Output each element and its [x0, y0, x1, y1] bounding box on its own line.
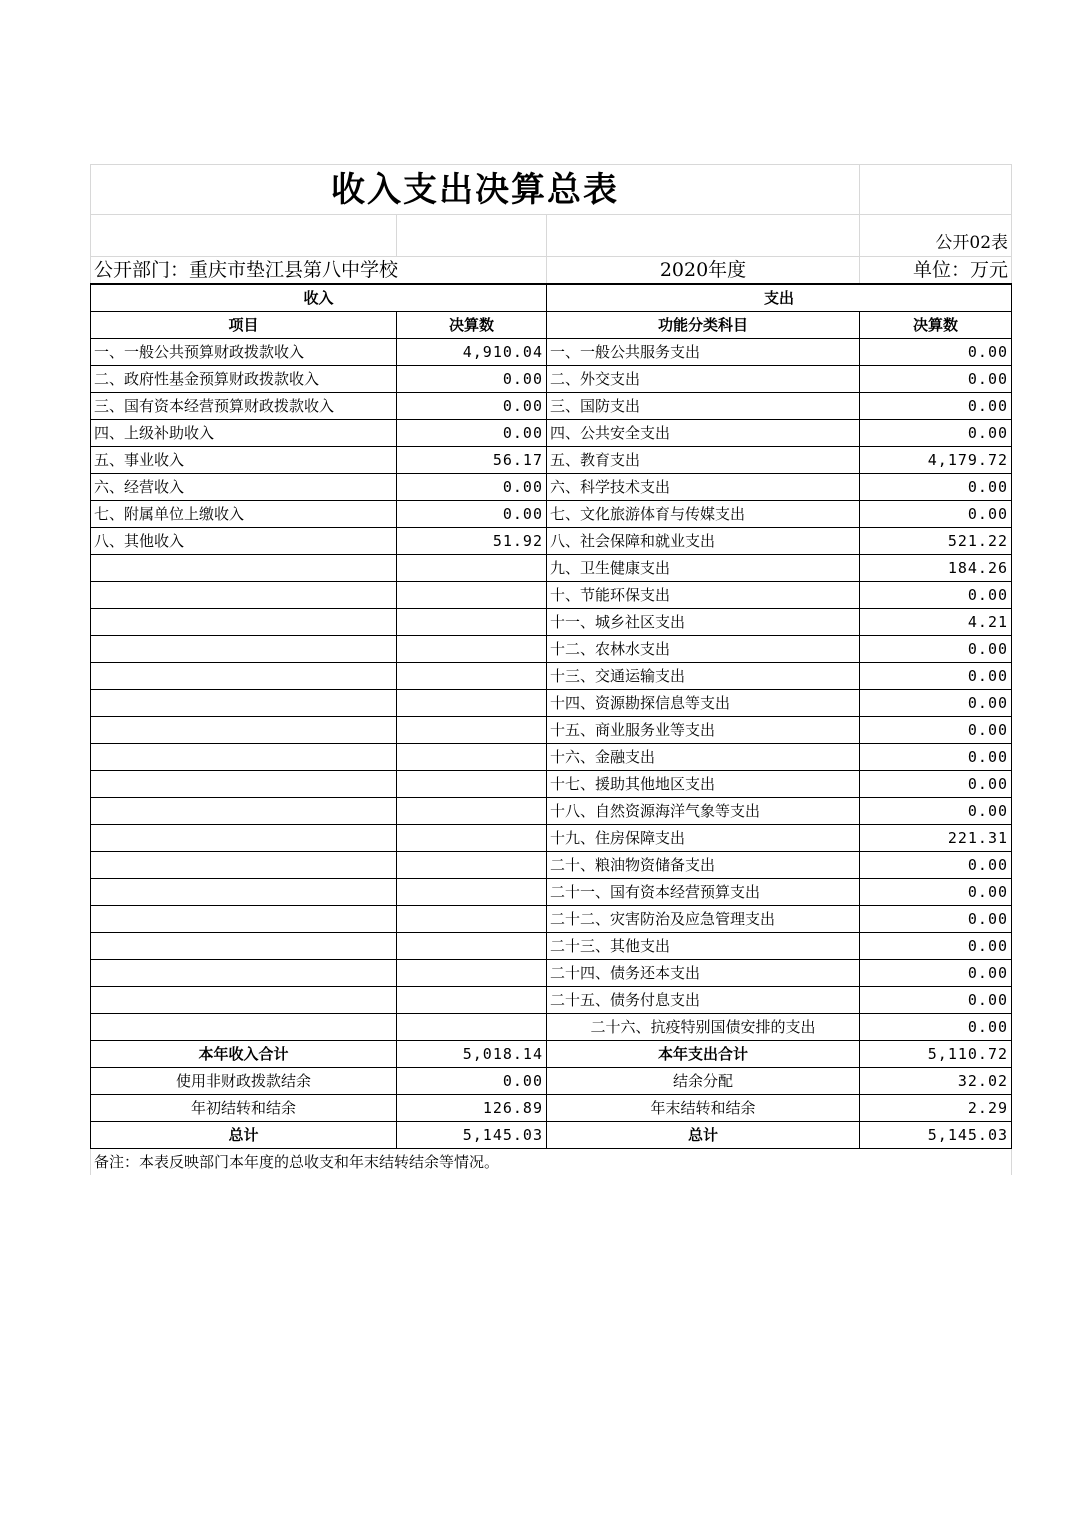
income-item — [91, 1014, 397, 1041]
income-amount — [397, 690, 547, 717]
income-total-label: 总计 — [91, 1122, 397, 1149]
table-row — [91, 1014, 1012, 1041]
expense-amount: 0.00 — [860, 852, 1012, 879]
title-row — [91, 165, 1012, 215]
expense-amount: 221.31 — [860, 825, 1012, 852]
expense-total-label: 结余分配 — [547, 1068, 860, 1095]
expense-amount: 0.00 — [860, 690, 1012, 717]
expense-item: 十三、交通运输支出 — [547, 663, 860, 690]
totals-row — [91, 1041, 1012, 1068]
expense-item: 二十二、灾害防治及应急管理支出 — [547, 906, 860, 933]
table-row — [91, 906, 1012, 933]
expense-amount: 0.00 — [860, 339, 1012, 366]
income-amount — [397, 717, 547, 744]
income-amount — [397, 1014, 547, 1041]
expense-item: 二、外交支出 — [547, 366, 860, 393]
income-amount — [397, 879, 547, 906]
table-row — [91, 474, 1012, 501]
income-amount: 56.17 — [397, 447, 547, 474]
expense-total-amount: 5,110.72 — [860, 1041, 1012, 1068]
report-table — [90, 164, 1012, 1175]
income-amount: 0.00 — [397, 474, 547, 501]
income-amount: 0.00 — [397, 501, 547, 528]
income-item — [91, 825, 397, 852]
income-amount — [397, 555, 547, 582]
expense-item: 九、卫生健康支出 — [547, 555, 860, 582]
expense-amount: 0.00 — [860, 582, 1012, 609]
income-total-amount: 5,018.14 — [397, 1041, 547, 1068]
income-item: 三、国有资本经营预算财政拨款收入 — [91, 393, 397, 420]
expense-total-label: 总计 — [547, 1122, 860, 1149]
note-row — [91, 1149, 1012, 1176]
income-item — [91, 744, 397, 771]
income-item — [91, 798, 397, 825]
table-row — [91, 582, 1012, 609]
expense-item: 十九、住房保障支出 — [547, 825, 860, 852]
table-row — [91, 420, 1012, 447]
income-item: 二、政府性基金预算财政拨款收入 — [91, 366, 397, 393]
expense-amount: 0.00 — [860, 1014, 1012, 1041]
income-total-amount: 5,145.03 — [397, 1122, 547, 1149]
expense-amount: 0.00 — [860, 393, 1012, 420]
col-amount2-header: 决算数 — [860, 312, 1012, 339]
income-total-amount: 126.89 — [397, 1095, 547, 1122]
table-row — [91, 528, 1012, 555]
income-item: 七、附属单位上缴收入 — [91, 501, 397, 528]
expense-amount: 0.00 — [860, 771, 1012, 798]
form-code-row — [91, 215, 1012, 257]
expense-amount: 0.00 — [860, 663, 1012, 690]
income-amount — [397, 906, 547, 933]
expense-amount: 4.21 — [860, 609, 1012, 636]
expense-amount: 0.00 — [860, 501, 1012, 528]
table-row — [91, 501, 1012, 528]
table-row — [91, 663, 1012, 690]
expense-item: 二十四、债务还本支出 — [547, 960, 860, 987]
income-amount — [397, 933, 547, 960]
table-row — [91, 933, 1012, 960]
expense-amount: 0.00 — [860, 879, 1012, 906]
table-row — [91, 393, 1012, 420]
income-item: 八、其他收入 — [91, 528, 397, 555]
totals-row — [91, 1068, 1012, 1095]
expense-item: 十四、资源勘探信息等支出 — [547, 690, 860, 717]
income-item — [91, 717, 397, 744]
expense-amount: 0.00 — [860, 960, 1012, 987]
income-item — [91, 555, 397, 582]
table-row — [91, 987, 1012, 1014]
income-total-label: 使用非财政拨款结余 — [91, 1068, 397, 1095]
income-item — [91, 933, 397, 960]
income-item — [91, 987, 397, 1014]
expense-item: 六、科学技术支出 — [547, 474, 860, 501]
expense-item: 十、节能环保支出 — [547, 582, 860, 609]
expense-item: 三、国防支出 — [547, 393, 860, 420]
table-row — [91, 852, 1012, 879]
expense-total-label: 本年支出合计 — [547, 1041, 860, 1068]
income-item: 一、一般公共预算财政拨款收入 — [91, 339, 397, 366]
form-code: 公开02表 — [860, 215, 1012, 257]
income-amount — [397, 663, 547, 690]
income-item — [91, 879, 397, 906]
expense-item: 二十一、国有资本经营预算支出 — [547, 879, 860, 906]
expense-amount: 0.00 — [860, 744, 1012, 771]
table-row — [91, 609, 1012, 636]
table-row — [91, 798, 1012, 825]
expense-item: 十五、商业服务业等支出 — [547, 717, 860, 744]
note-text: 备注：本表反映部门本年度的总收支和年末结转结余等情况。 — [91, 1149, 860, 1176]
income-amount — [397, 798, 547, 825]
income-amount — [397, 960, 547, 987]
income-item: 四、上级补助收入 — [91, 420, 397, 447]
section-header-row — [91, 284, 1012, 312]
expense-item: 四、公共安全支出 — [547, 420, 860, 447]
income-amount — [397, 744, 547, 771]
expense-item: 十六、金融支出 — [547, 744, 860, 771]
income-amount: 51.92 — [397, 528, 547, 555]
expense-item: 八、社会保障和就业支出 — [547, 528, 860, 555]
income-item — [91, 771, 397, 798]
income-amount — [397, 609, 547, 636]
income-amount — [397, 636, 547, 663]
report-title: 收入支出决算总表 — [91, 165, 860, 215]
report-sheet — [90, 164, 1011, 1175]
income-amount — [397, 582, 547, 609]
expense-amount: 0.00 — [860, 474, 1012, 501]
col-item-header: 项目 — [91, 312, 397, 339]
column-header-row — [91, 312, 1012, 339]
expense-section-header: 支出 — [547, 284, 1012, 312]
table-row — [91, 447, 1012, 474]
totals-row — [91, 1122, 1012, 1149]
income-item — [91, 960, 397, 987]
expense-item: 七、文化旅游体育与传媒支出 — [547, 501, 860, 528]
income-amount — [397, 852, 547, 879]
income-item — [91, 690, 397, 717]
year-label: 2020年度 — [547, 257, 860, 285]
expense-item: 十七、援助其他地区支出 — [547, 771, 860, 798]
income-item — [91, 663, 397, 690]
expense-amount: 0.00 — [860, 366, 1012, 393]
table-row — [91, 960, 1012, 987]
income-section-header: 收入 — [91, 284, 547, 312]
expense-item: 二十三、其他支出 — [547, 933, 860, 960]
expense-amount: 0.00 — [860, 636, 1012, 663]
unit-label: 单位：万元 — [860, 257, 1012, 285]
income-amount: 4,910.04 — [397, 339, 547, 366]
expense-amount: 0.00 — [860, 933, 1012, 960]
expense-item: 二十五、债务付息支出 — [547, 987, 860, 1014]
expense-amount: 0.00 — [860, 798, 1012, 825]
expense-item: 二十、粮油物资储备支出 — [547, 852, 860, 879]
expense-amount: 0.00 — [860, 906, 1012, 933]
expense-amount: 4,179.72 — [860, 447, 1012, 474]
expense-amount: 521.22 — [860, 528, 1012, 555]
totals-row — [91, 1095, 1012, 1122]
income-item — [91, 636, 397, 663]
income-amount — [397, 987, 547, 1014]
expense-amount: 184.26 — [860, 555, 1012, 582]
expense-total-label: 年末结转和结余 — [547, 1095, 860, 1122]
col-func-header: 功能分类科目 — [547, 312, 860, 339]
expense-total-amount: 2.29 — [860, 1095, 1012, 1122]
income-total-label: 本年收入合计 — [91, 1041, 397, 1068]
table-row — [91, 744, 1012, 771]
income-item: 六、经营收入 — [91, 474, 397, 501]
income-item — [91, 906, 397, 933]
income-total-label: 年初结转和结余 — [91, 1095, 397, 1122]
expense-item: 十二、农林水支出 — [547, 636, 860, 663]
table-row — [91, 825, 1012, 852]
expense-item: 十八、自然资源海洋气象等支出 — [547, 798, 860, 825]
income-item — [91, 609, 397, 636]
income-item — [91, 582, 397, 609]
department-label: 公开部门：重庆市垫江县第八中学校 — [91, 257, 547, 285]
table-row — [91, 366, 1012, 393]
income-amount: 0.00 — [397, 366, 547, 393]
table-row — [91, 771, 1012, 798]
table-row — [91, 879, 1012, 906]
table-row — [91, 555, 1012, 582]
expense-item: 十一、城乡社区支出 — [547, 609, 860, 636]
income-item — [91, 852, 397, 879]
expense-item: 一、一般公共服务支出 — [547, 339, 860, 366]
table-row — [91, 717, 1012, 744]
expense-amount: 0.00 — [860, 987, 1012, 1014]
income-amount — [397, 771, 547, 798]
meta-row — [91, 257, 1012, 285]
expense-item: 五、教育支出 — [547, 447, 860, 474]
income-amount: 0.00 — [397, 393, 547, 420]
col-amount-header: 决算数 — [397, 312, 547, 339]
expense-amount: 0.00 — [860, 717, 1012, 744]
table-row — [91, 690, 1012, 717]
income-item: 五、事业收入 — [91, 447, 397, 474]
income-total-amount: 0.00 — [397, 1068, 547, 1095]
table-row — [91, 339, 1012, 366]
table-row — [91, 636, 1012, 663]
expense-total-amount: 32.02 — [860, 1068, 1012, 1095]
income-amount — [397, 825, 547, 852]
expense-amount: 0.00 — [860, 420, 1012, 447]
expense-item: 二十六、抗疫特别国债安排的支出 — [547, 1014, 860, 1041]
expense-total-amount: 5,145.03 — [860, 1122, 1012, 1149]
income-amount: 0.00 — [397, 420, 547, 447]
